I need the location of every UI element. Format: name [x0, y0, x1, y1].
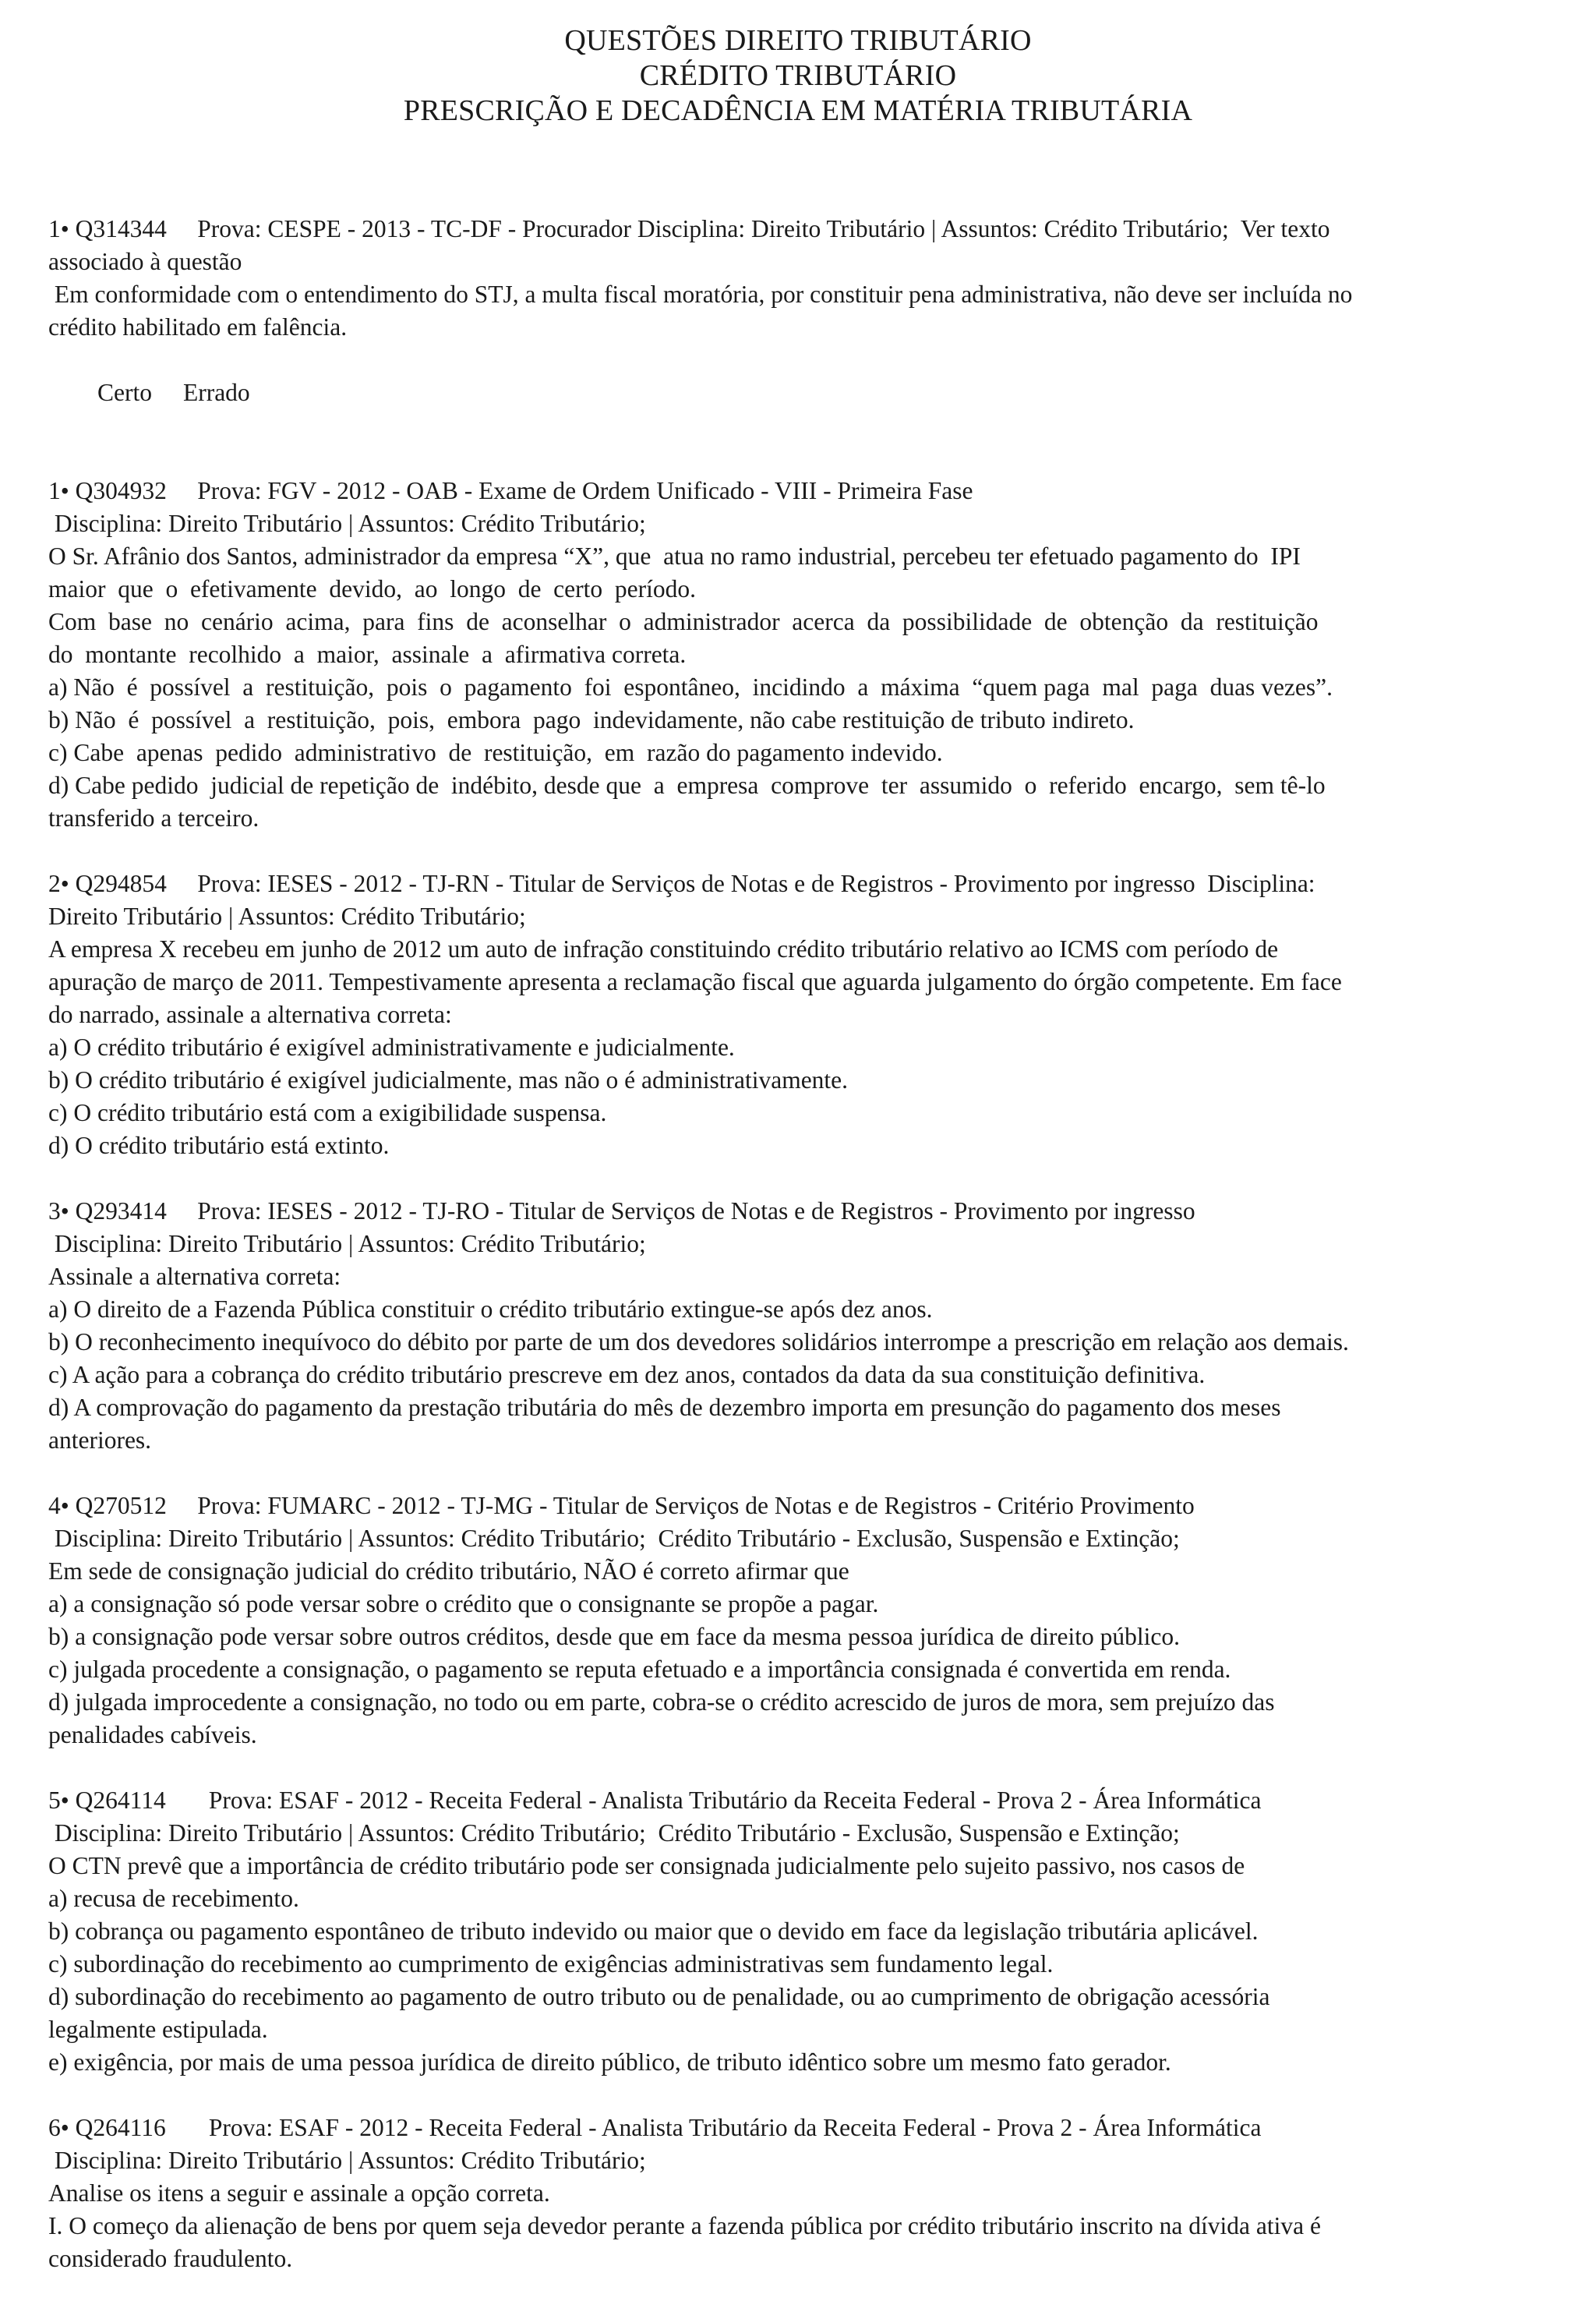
question-text-line: Disciplina: Direito Tributário | Assuntos: Crédito Tributário; [48, 510, 646, 537]
question-text-line: penalidades cabíveis. [48, 1721, 257, 1748]
question-q314344 [48, 213, 1560, 442]
question-text-line: O CTN prevê que a importância de crédito tributário pode ser consignada judicialmente pelo sujeito passivo, nos casos de [48, 1852, 1245, 1879]
option-errado: Errado [182, 379, 250, 406]
question-text-line: Em conformidade com o entendimento do STJ, a multa fiscal moratória, por constituir pena administrativa, não deve ser incluída no [48, 281, 1353, 308]
question-heading: 4• Q270512 Prova: FUMARC - 2012 - TJ-MG - Titular de Serviços de Notas e de Registros - Critério Provimento [48, 1492, 1195, 1519]
question-text-line: Disciplina: Direito Tributário | Assuntos: Crédito Tributário; Crédito Tributário - Exclusão, Suspensão e Extinção; [48, 1525, 1180, 1552]
question-q304932 [48, 475, 1560, 835]
document-header [0, 0, 1596, 129]
question-text-line: transferido a terceiro. [48, 804, 260, 832]
question-heading: 6• Q264116 Prova: ESAF - 2012 - Receita Federal - Analista Tributário da Receita Federal - Prova 2 - Área Informática [48, 2114, 1262, 2141]
question-text-line: A empresa X recebeu em junho de 2012 um auto de infração constituindo crédito tributário relativo ao ICMS com período de [48, 935, 1279, 963]
header-title: QUESTÕES DIREITO TRIBUTÁRIO [564, 24, 1032, 57]
question-text-line: do montante recolhido a maior, assinale a afirmativa correta. [48, 641, 687, 668]
question-option-c: c) O crédito tributário está com a exigibilidade suspensa. [48, 1099, 607, 1126]
document-page [48, 0, 1560, 2308]
question-option-a: a) Não é possível a restituição, pois o pagamento foi espontâneo, incidindo a máxima “quem paga mal paga duas vezes”. [48, 673, 1333, 701]
question-text-line: crédito habilitado em falência. [48, 313, 348, 341]
question-option-d: d) subordinação do recebimento ao pagamento de outro tributo ou de penalidade, ou ao cumprimento de obrigação acessória [48, 1983, 1270, 2010]
question-q264114 [48, 1784, 1560, 2079]
question-option-b: b) cobrança ou pagamento espontâneo de tributo indevido ou maior que o devido em face da legislação tributária aplicável. [48, 1917, 1259, 1945]
question-text-line: do narrado, assinale a alternativa correta: [48, 1001, 452, 1028]
question-option-a: a) O crédito tributário é exigível administrativamente e judicialmente. [48, 1034, 735, 1061]
question-option-c: c) subordinação do recebimento ao cumprimento de exigências administrativas sem fundamento legal. [48, 1950, 1054, 1978]
question-text-line: apuração de março de 2011. Tempestivamente apresenta a reclamação fiscal que aguarda julgamento do órgão competente. Em face [48, 968, 1342, 995]
question-heading: 1• Q314344 Prova: CESPE - 2013 - TC-DF - Procurador Disciplina: Direito Tributário | Assuntos: Crédito Tributário; Ver texto [48, 215, 1330, 242]
question-option-b: b) Não é possível a restituição, pois, embora pago indevidamente, não cabe restituição de tributo indireto. [48, 706, 1135, 733]
question-text-line: anteriores. [48, 1426, 152, 1454]
question-option-c: c) julgada procedente a consignação, o pagamento se reputa efetuado e a importância consignada é convertida em renda. [48, 1656, 1231, 1683]
question-heading: 2• Q294854 Prova: IESES - 2012 - TJ-RN - Titular de Serviços de Notas e de Registros - Provimento por ingresso Disciplina: [48, 870, 1315, 897]
question-option-b: b) O reconhecimento inequívoco do débito por parte de um dos devedores solidários interrompe a prescrição em relação aos demais. [48, 1328, 1349, 1355]
question-text-line: Disciplina: Direito Tributário | Assuntos: Crédito Tributário; [48, 1230, 646, 1257]
question-option-d: d) julgada improcedente a consignação, no todo ou em parte, cobra-se o crédito acrescido de juros de mora, sem prejuízo das [48, 1688, 1275, 1716]
question-text-line: legalmente estipulada. [48, 2016, 268, 2043]
question-item-i: I. O começo da alienação de bens por quem seja devedor perante a fazenda pública por crédito tributário inscrito na dívida ativa é [48, 2212, 1321, 2239]
question-option-b: b) a consignação pode versar sobre outros créditos, desde que em face da mesma pessoa jurídica de direito público. [48, 1623, 1180, 1650]
question-q293414 [48, 1195, 1560, 1457]
question-option-a: a) O direito de a Fazenda Pública constituir o crédito tributário extingue-se após dez anos. [48, 1295, 933, 1323]
question-text-line: Em sede de consignação judicial do crédito tributário, NÃO é correto afirmar que [48, 1557, 849, 1585]
option-certo: Certo [97, 379, 152, 406]
question-option-b: b) O crédito tributário é exigível judicialmente, mas não o é administrativamente. [48, 1066, 849, 1094]
question-text-line: considerado fraudulento. [48, 2245, 293, 2272]
question-text-line: O Sr. Afrânio dos Santos, administrador da empresa “X”, que atua no ramo industrial, percebeu ter efetuado pagamento do IPI [48, 543, 1301, 570]
question-text-line: Com base no cenário acima, para fins de aconselhar o administrador acerca da possibilidade de obtenção da restituição [48, 608, 1319, 635]
question-heading: 5• Q264114 Prova: ESAF - 2012 - Receita Federal - Analista Tributário da Receita Federal - Prova 2 - Área Informática [48, 1787, 1262, 1814]
question-option-c: c) A ação para a cobrança do crédito tributário prescreve em dez anos, contados da data da sua constituição definitiva. [48, 1361, 1206, 1388]
question-option-d: d) Cabe pedido judicial de repetição de indébito, desde que a empresa comprove ter assumido o referido encargo, sem tê-lo [48, 772, 1326, 799]
question-q264116 [48, 2112, 1560, 2275]
header-topic: PRESCRIÇÃO E DECADÊNCIA EM MATÉRIA TRIBUTÁRIA [403, 94, 1193, 127]
question-option-d: d) O crédito tributário está extinto. [48, 1132, 390, 1159]
questions-list [48, 213, 1560, 2275]
question-option-a: a) recusa de recebimento. [48, 1885, 299, 1912]
question-text-line: Disciplina: Direito Tributário | Assuntos: Crédito Tributário; [48, 2147, 646, 2174]
answer-options [48, 344, 1560, 442]
question-text-line: associado à questão [48, 248, 242, 275]
question-option-e: e) exigência, por mais de uma pessoa jurídica de direito público, de tributo idêntico sobre um mesmo fato gerador. [48, 2048, 1171, 2076]
question-heading: 1• Q304932 Prova: FGV - 2012 - OAB - Exame de Ordem Unificado - VIII - Primeira Fase [48, 477, 973, 504]
question-heading: 3• Q293414 Prova: IESES - 2012 - TJ-RO - Titular de Serviços de Notas e de Registros - Provimento por ingresso [48, 1197, 1195, 1225]
question-text-line: Analise os itens a seguir e assinale a opção correta. [48, 2179, 550, 2207]
header-subtitle: CRÉDITO TRIBUTÁRIO [639, 59, 957, 92]
question-option-a: a) a consignação só pode versar sobre o crédito que o consignante se propõe a pagar. [48, 1590, 879, 1617]
question-text-line: maior que o efetivamente devido, ao longo de certo período. [48, 575, 696, 603]
question-text-line: Disciplina: Direito Tributário | Assuntos: Crédito Tributário; Crédito Tributário - Exclusão, Suspensão e Extinção; [48, 1819, 1180, 1847]
question-q270512 [48, 1490, 1560, 1751]
question-text-line: Assinale a alternativa correta: [48, 1263, 341, 1290]
question-option-c: c) Cabe apenas pedido administrativo de restituição, em razão do pagamento indevido. [48, 739, 943, 766]
question-option-d: d) A comprovação do pagamento da prestação tributária do mês de dezembro importa em presunção do pagamento dos meses [48, 1394, 1281, 1421]
question-q294854 [48, 868, 1560, 1162]
question-text-line: Direito Tributário | Assuntos: Crédito Tributário; [48, 903, 526, 930]
